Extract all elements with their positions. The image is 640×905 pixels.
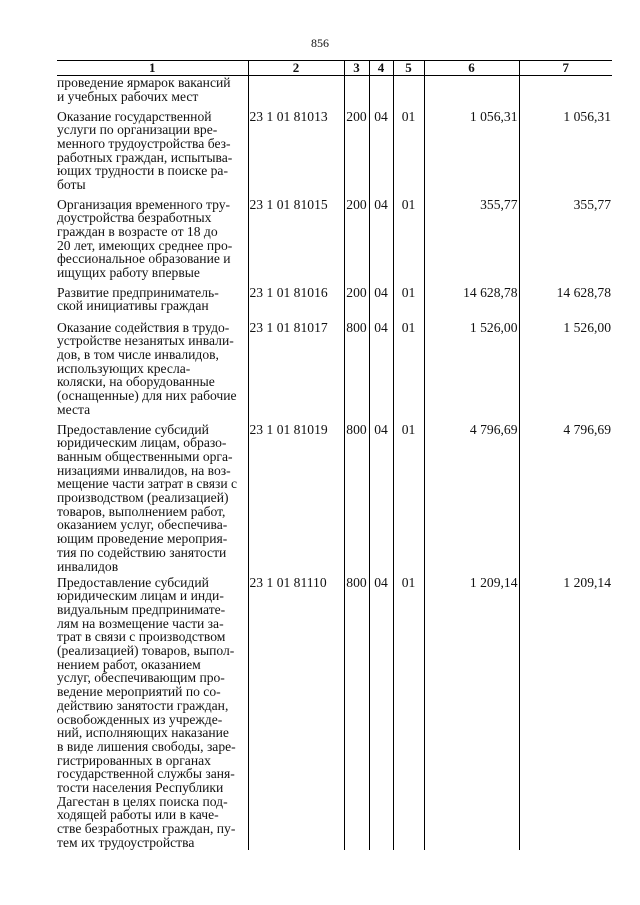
row-name: Оказание государственной услуги по организации вре- менного трудоустройства без- работных граждан, испытыва- ющих трудности в поиске ра- боты bbox=[57, 108, 233, 193]
row-col-4: 04 bbox=[369, 198, 393, 286]
row-name: Предоставление субсидий юридическим лицам и инди- видуальным предпринимате- лям на возмещение части за- трат в связи с производством (реализацией) товаров, выпол- нением работ, оказанием услуг, обеспечивающим про- ведение мероприятий по со- действию занятости граждан, освобожденных из учрежде- ний, исполняющих наказание в виде лишения свободы, заре- гистрированных в органах государственной службы заня- тости населения Республики Дагестан в целях поиска под- ходящей работы или в каче- стве безработных граждан, пу- тем их трудоустройства bbox=[57, 574, 236, 850]
row-col-4: 04 bbox=[369, 110, 393, 198]
row-col-4: 04 bbox=[369, 286, 393, 321]
row-col-4: 04 bbox=[369, 576, 393, 850]
row-col-3 bbox=[344, 76, 369, 110]
row-code: 23 1 01 81110 bbox=[248, 576, 344, 850]
row-code: 23 1 01 81013 bbox=[248, 110, 344, 198]
row-code: 23 1 01 81016 bbox=[248, 286, 344, 321]
row-col-3: 200 bbox=[344, 198, 369, 286]
row-col-6: 1 209,14 bbox=[424, 576, 519, 850]
row-col-7: 1 209,14 bbox=[519, 576, 612, 850]
row-name-cell bbox=[57, 423, 248, 576]
row-col-6: 14 628,78 bbox=[424, 286, 519, 321]
row-name: Оказание содействия в трудо- устройстве незанятых инвали- дов, в том числе инвалидов, использующих кресла- коляски, на оборудованные (оснащенные) для них рабочие места bbox=[57, 319, 237, 417]
row-col-6 bbox=[424, 76, 519, 110]
table-row bbox=[57, 198, 612, 286]
row-col-5: 01 bbox=[393, 423, 424, 576]
row-name: Развитие предприниматель- ской инициативы граждан bbox=[57, 284, 219, 314]
row-name: Организация временного тру- доустройства безработных граждан в возрасте от 18 до 20 лет, имеющих среднее про- фессиональное образование и ищущих работу впервые bbox=[57, 196, 233, 281]
row-name-cell bbox=[57, 286, 248, 321]
row-name: проведение ярмарок вакансий и учебных рабочих мест bbox=[57, 75, 231, 104]
row-col-3: 200 bbox=[344, 110, 369, 198]
row-col-3: 800 bbox=[344, 321, 369, 423]
row-col-3: 800 bbox=[344, 576, 369, 850]
row-col-5 bbox=[393, 76, 424, 110]
row-col-5: 01 bbox=[393, 286, 424, 321]
row-col-6: 1 056,31 bbox=[424, 110, 519, 198]
header-row bbox=[57, 61, 612, 76]
header-col-5: 5 bbox=[393, 61, 424, 76]
row-name-cell bbox=[57, 321, 248, 423]
row-name-cell bbox=[57, 576, 248, 850]
row-col-5: 01 bbox=[393, 110, 424, 198]
row-col-7: 1 526,00 bbox=[519, 321, 612, 423]
row-code bbox=[248, 76, 344, 110]
row-col-3: 200 bbox=[344, 286, 369, 321]
row-col-5: 01 bbox=[393, 198, 424, 286]
table-row bbox=[57, 110, 612, 198]
row-col-6: 1 526,00 bbox=[424, 321, 519, 423]
table-row bbox=[57, 576, 612, 850]
row-col-3: 800 bbox=[344, 423, 369, 576]
header-col-6: 6 bbox=[424, 61, 519, 76]
header-col-1: 1 bbox=[57, 61, 248, 76]
row-code: 23 1 01 81015 bbox=[248, 198, 344, 286]
row-name-cell bbox=[57, 110, 248, 198]
page-number: 856 bbox=[311, 36, 329, 50]
row-col-7 bbox=[519, 76, 612, 110]
row-col-7: 355,77 bbox=[519, 198, 612, 286]
row-code: 23 1 01 81017 bbox=[248, 321, 344, 423]
row-name-cell bbox=[57, 76, 248, 110]
row-code: 23 1 01 81019 bbox=[248, 423, 344, 576]
header-col-2: 2 bbox=[248, 61, 344, 76]
row-col-5: 01 bbox=[393, 321, 424, 423]
row-col-4: 04 bbox=[369, 423, 393, 576]
row-col-5: 01 bbox=[393, 576, 424, 850]
row-col-6: 355,77 bbox=[424, 198, 519, 286]
header-col-3: 3 bbox=[344, 61, 369, 76]
row-col-4 bbox=[369, 76, 393, 110]
row-col-7: 4 796,69 bbox=[519, 423, 612, 576]
row-name: Предоставление субсидий юридическим лицам, образо- ванным общественными орга- низациями инвалидов, на воз- мещение части затрат в связи с производством (реализацией) товаров, выполнением работ, оказанием услуг, обеспечива- ющим проведение мероприя- тия по содействию занятости инвалидов bbox=[57, 421, 238, 574]
budget-table bbox=[57, 60, 612, 850]
row-col-7: 1 056,31 bbox=[519, 110, 612, 198]
row-col-6: 4 796,69 bbox=[424, 423, 519, 576]
table-row bbox=[57, 423, 612, 576]
row-col-7: 14 628,78 bbox=[519, 286, 612, 321]
header-col-4: 4 bbox=[369, 61, 393, 76]
table-row bbox=[57, 286, 612, 321]
table-row bbox=[57, 321, 612, 423]
table-row bbox=[57, 76, 612, 110]
row-col-4: 04 bbox=[369, 321, 393, 423]
header-col-7: 7 bbox=[519, 61, 612, 76]
row-name-cell bbox=[57, 198, 248, 286]
